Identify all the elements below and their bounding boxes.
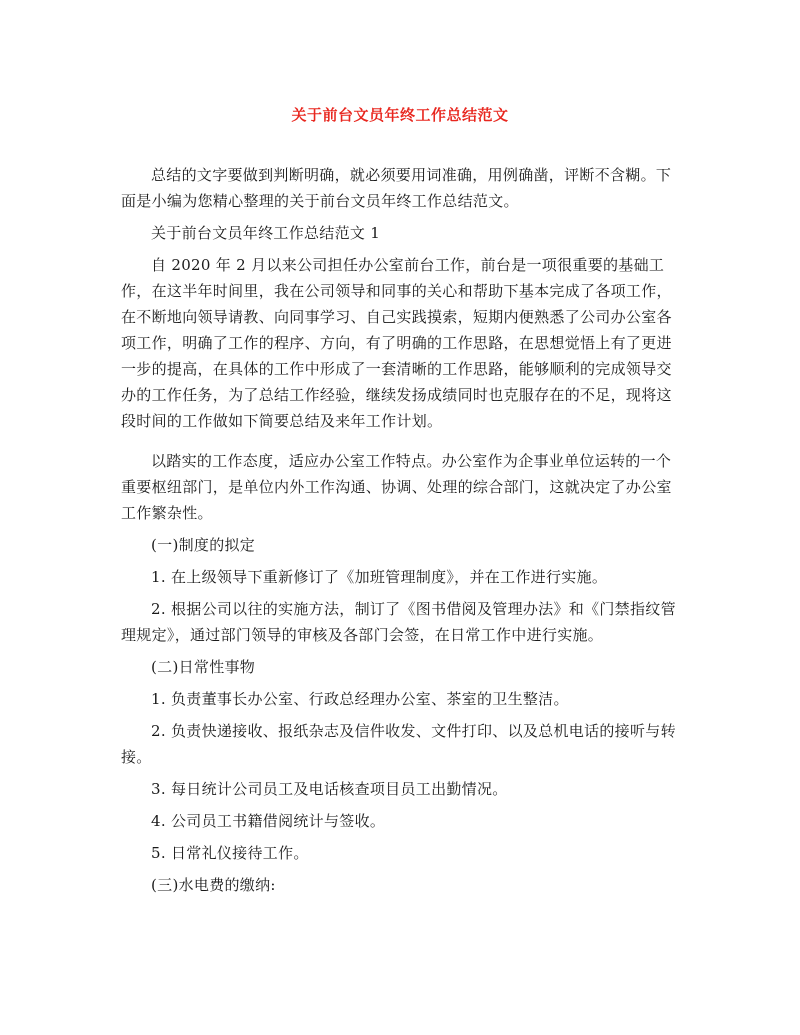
subsection-heading: (一)制度的拟定 [151,536,256,554]
body-paragraph: 自 2020 年 2 月以来公司担任办公室前台工作，前台是一项很重要的基础工作，在这半年时间里，我在公司领导和同事的关心和帮助下基本完成了各项工作，在不断地向领导请教、向同事学习、自己实践摸索，短期内便熟悉了公司办公室各项工作，明确了工作的程序、方向，有了明确的工作思路，在思想觉悟上有了更进一步的提高，在具体的工作中形成了一套清晰的工作思路，能够顺利的完成领导交办的工作任务，为了总结工作经验，继续发扬成绩同时也克服存在的不足，现将这段时间的工作做如下简要总结及来年工作计划。 [121,256,672,430]
list-item: 4. 公司员工书籍借阅统计与签收。 [151,812,386,830]
document-title: 关于前台文员年终工作总结范文 [291,106,509,124]
subsection-heading: (二)日常性事物 [151,658,256,676]
list-item: 1. 在上级领导下重新修订了《加班管理制度》，并在工作进行实施。 [151,568,608,586]
list-item: 3. 每日统计公司员工及电话核查项目员工出勤情况。 [151,780,508,798]
subsection-heading: (三)水电费的缴纳: [151,876,276,894]
section-heading: 关于前台文员年终工作总结范文 1 [151,224,381,242]
list-item: 1. 负责董事长办公室、行政总经理办公室、茶室的卫生整洁。 [151,690,569,708]
list-item: 2. 负责快递接收、报纸杂志及信件收发、文件打印、以及总机电话的接听与转接。 [121,722,676,766]
document-body [121,162,681,898]
body-paragraph: 以踏实的工作态度，适应办公室工作特点。办公室作为企事业单位运转的一个重要枢纽部门，是单位内外工作沟通、协调、处理的综合部门，这就决定了办公室工作繁杂性。 [121,452,672,522]
list-item: 5. 日常礼仪接待工作。 [151,844,309,862]
list-item: 2. 根据公司以往的实施方法，制订了《图书借阅及管理办法》和《门禁指纹管理规定》，通过部门领导的审核及各部门会签，在日常工作中进行实施。 [121,600,676,644]
intro-paragraph: 总结的文字要做到判断明确，就必须要用词准确，用例确凿，评断不含糊。下面是小编为您精心整理的关于前台文员年终工作总结范文。 [121,166,672,210]
